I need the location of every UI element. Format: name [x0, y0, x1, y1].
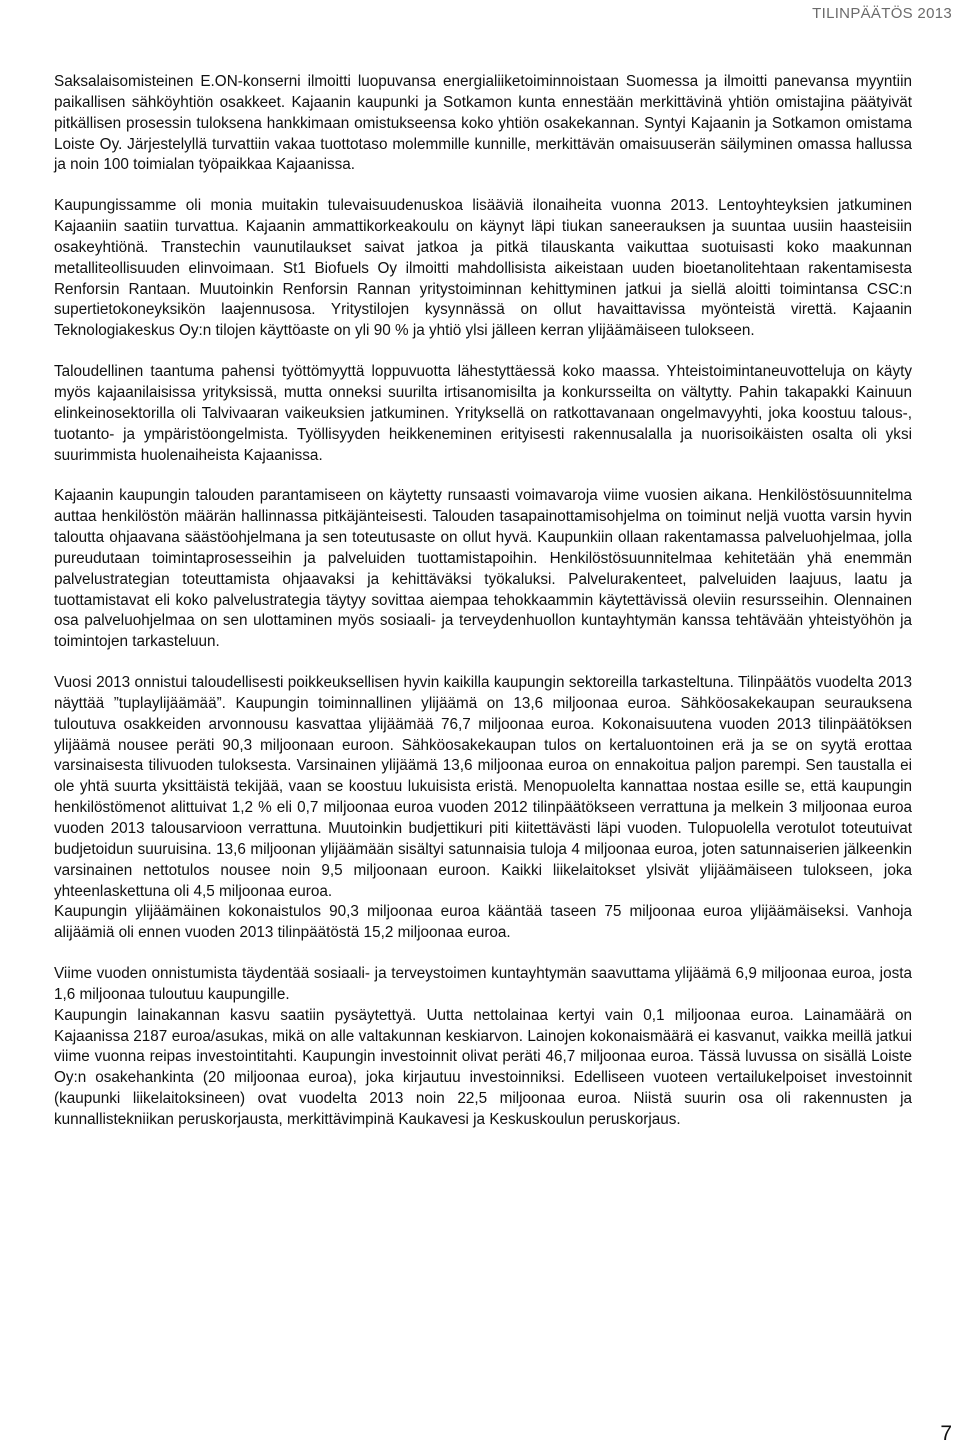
document-header-title: TILINPÄÄTÖS 2013: [812, 5, 952, 22]
paragraph-finance-improvement: Kajaanin kaupungin talouden parantamiseen on käytetty runsaasti voimavaroja viime vuosien aikana. Henkilöstösuunnitelma auttaa henkilöstön määrän hallinnassa pitkäjänteisesti. Talouden tasapainottamisohjelma on toiminut neljä vuotta varsin hyvin taloutta ohjaavana säästöohjelmana ja sen toteutusaste on ollut hyvä. Kaupunkiin ollaan rakentamassa palveluohjelmaa, jolla pureudutaan toimintaprosesseihin ja palveluiden tuottamistapoihin. Henkilöstösuunnitelmaa kehitetään yhä enemmän palvelustrategian toteuttamista ohjaavaksi ja kehittäväksi työkaluksi. Palvelurakenteet, palveluiden laajuus, laatu ja tuottamistavat eli koko palvelustrategia täytyy sovittaa aiempaa tehokkaammin käytettävissä oleviin resursseihin. Olennainen osa palveluohjelmaa on sen ulottaminen myös sosiaali- ja terveydenhuollon kuntayhtymän kanssa tehtävään yhteistyöhön ja toimintojen tarkasteluun.: [54, 487, 912, 651]
document-body: [54, 72, 912, 1131]
paragraph-recession: Taloudellinen taantuma pahensi työttömyyttä loppuvuotta lähestyttäessä koko maassa. Yhteistoimintaneuvotteluja on käyty myös kajaanilaisissa yrityksissä, mutta onneksi suurilta irtisanomisilta ja konkursseilta on vältytty. Pahin takapakki Kainuun elinkeinosektorilla oli Talvivaaran vaikeuksien jatkuminen. Yrityksellä on ratkottavanaan ongelmavyyhti, joka koostuu talous-, tuotanto- ja ympäristöongelmista. Työllisyyden heikkeneminen erityisesti rakennusalalla ja nuorisoikäisten osalta oli yksi suurimmista huolenaiheista Kajaanissa.: [54, 363, 912, 464]
paragraph-spacer: [54, 466, 912, 486]
paragraph-loiste: Saksalaisomisteinen E.ON-konserni ilmoitti luopuvansa energialiiketoiminnoistaan Suomessa ja ilmoitti panevansa myyntiin paikallisen sähköyhtiön osakkeet. Kajaanin kaupunki ja Sotkamon kunta ennestään merkittävinä yhtiön omistajina päätyivät pitkällisen prosessin tuloksena hankkimaan omistukseensa koko yhtiön osakekannan. Syntyi Kajaanin ja Sotkamon omistama Loiste Oy. Järjestelyllä turvattiin vakaa tuottotaso molemmille kunnille, merkittävän omaisuuserän säilyminen omassa hallussa ja noin 100 toimialan työpaikkaa Kajaanissa.: [54, 73, 912, 174]
paragraph-joint-authority: Viime vuoden onnistumista täydentää sosiaali- ja terveystoimen kuntayhtymän saavuttama ylijäämä 6,9 miljoonaa euroa, josta 1,6 miljoonaa tuloutuu kaupungille.: [54, 965, 912, 1003]
paragraph-loans-investments: Kaupungin lainakannan kasvu saatiin pysäytettyä. Uutta nettolainaa kertyi vain 0,1 miljoonaa euroa. Lainamäärä on Kajaanissa 2187 euroa/asukas, mikä on alle valtakunnan keskiarvon. Lainojen kokonaismäärä ei kasvanut, vaikka meillä jatkui viime vuonna reipas investointitahti. Kaupungin investoinnit olivat peräti 46,7 miljoonaa euroa. Tässä luvussa on sisällä Loiste Oy:n osakehankinta (20 miljoonaa euroa), joka kirjautuu investoinniksi. Edelliseen vuoteen vertailukelpoiset investoinnit (kaupunki liikelaitoksineen) ovat vuodelta 2013 noin 22,5 miljoonaa euroa. Niistä suurin osa oli rakennusten ja kunnallistekniikan peruskorjausta, merkittävimpinä Kaukavesi ja Keskuskoulun peruskorjaus.: [54, 1006, 912, 1128]
paragraph-financial-result: Vuosi 2013 onnistui taloudellisesti poikkeuksellisen hyvin kaikilla kaupungin sektoreilla tarkasteltuna. Tilinpäätös vuodelta 2013 näyttää ”tuplaylijäämää”. Kaupungin toiminnallinen ylijäämä on 13,6 miljoonaa euroa. Sähköosakekaupan seurauksena tuloutuva osakkeiden arvonnousu kasvattaa ylijäämää 76,7 miljoonaa euroa. Kokonaisuutena vuoden 2013 tilinpäätöksen ylijäämä nousee peräti 90,3 miljoonaan euroon. Sähköosakekaupan tulos on kertaluontoinen erä ja se on syytä erottaa varsinaisesta tilivuoden tuloksesta. Varsinainen ylijäämä 13,6 miljoonaa euroa on ennakoitua paljon parempi. Sen taustalla ei ole yhtä suurta yksittäistä tekijää, vaan se koostuu lukuisista eristä. Menopuolelta kannattaa nostaa esille se, että kaupungin henkilöstömenot alittuivat 1,2 % eli 0,7 miljoonaa euroa vuoden 2012 tilinpäätökseen verrattuna ja melkein 3 miljoonaa euroa vuoden 2013 talousarvioon verrattuna. Muutoinkin budjettikuri piti kiitettävästi läpi vuoden. Tulopuolella verotulot toteutuivat budjetoidun suuruisina. 13,6 miljoonan ylijäämään sisältyi satunnaisia tuloja 4 miljoonaa euroa, joten satunnaiserien jälkeenkin varsinainen nettotulos nousee noin 9,5 miljoonaan euroon. Kaikki liikelaitokset ylsivät ylijäämäiseen tulokseen, joka yhteenlaskettuna oli 4,5 miljoonaa euroa.: [54, 674, 912, 900]
paragraph-spacer: [54, 944, 912, 964]
paragraph-spacer: [54, 342, 912, 362]
paragraph-future-prospects: Kaupungissamme oli monia muitakin tulevaisuudenuskoa lisääviä ilonaiheita vuonna 2013. Lentoyhteyksien jatkuminen Kajaaniin saatiin turvattua. Kajaanin ammattikorkeakoulu on käynyt läpi tiukan saneerauksen ja suuntaa uusiin haasteisiin osakeyhtiönä. Transtechin vaunutilaukset saivat jatkoa ja pitkä tilauskanta vaikuttaa suotuisasti koko maakunnan metalliteollisuuden elinvoimaan. St1 Biofuels Oy ilmoitti mahdollisista aikeistaan uuden bioetanolitehtaan rakentamisesta Renforsin Rantaan. Muutoinkin Renforsin Rannan yritystoiminnan kehittyminen jatkui ja siellä aloitti toimintansa CSC:n supertietokoneyksikön laajennusosa. Yritystilojen kysynnässä on ollut havaittavissa myönteistä virettä. Kajaanin Teknologiakeskus Oy:n tilojen käyttöaste on yli 90 % ja yhtiö ylsi jälleen kerran ylijäämäiseen tulokseen.: [54, 197, 912, 340]
page-number: 7: [940, 1422, 952, 1445]
paragraph-spacer: [54, 653, 912, 673]
paragraph-total-result: Kaupungin ylijäämäinen kokonaistulos 90,3 miljoonaa euroa kääntää taseen 75 miljoonaa euroa ylijäämäiseksi. Vanhoja alijäämiä oli ennen vuoden 2013 tilinpäätöstä 15,2 miljoonaa euroa.: [54, 903, 912, 942]
paragraph-spacer: [54, 176, 912, 196]
